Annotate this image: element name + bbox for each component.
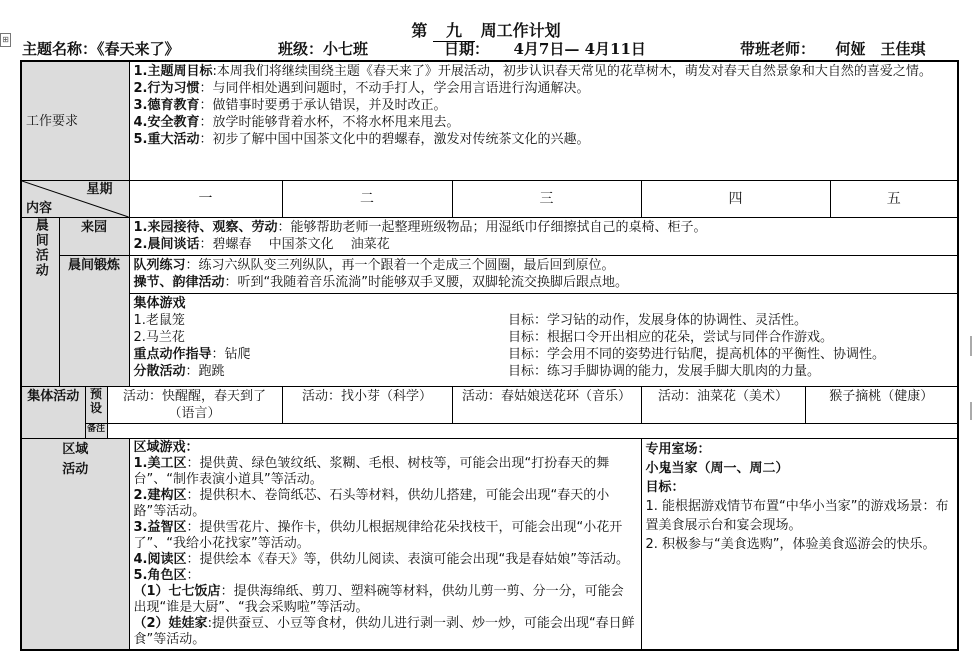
class-label: 班级： xyxy=(278,40,324,58)
collective-fri: 猴子摘桃（健康） xyxy=(805,387,958,424)
class-field xyxy=(278,38,368,59)
group-activity: 分散活动：跑跳 目标：练习手脚协调的能力，发展手脚大肌肉的力量。 xyxy=(133,364,821,379)
date-field xyxy=(444,38,646,59)
weekday-thu: 四 xyxy=(641,181,830,218)
note-label-cell xyxy=(85,424,107,439)
exercise-label: 晨间锻炼 xyxy=(68,258,121,273)
weekday-tue: 二 xyxy=(282,181,452,218)
preset-label: 预设 xyxy=(89,387,102,415)
note-row xyxy=(21,424,958,439)
date-label: 日期： xyxy=(444,40,490,58)
week-number: 九 xyxy=(433,18,475,42)
games-content: 集体游戏 1.老鼠笼 目标：学习钻的动作，发展身体的协调性、灵活性。 2.马兰花 目标：根据口令开出相应的花朵，尝试与同伴合作游戏。 重点动作指导：钻爬 目标：学会用不同的姿势进行钻爬，提高机体的平衡性、协调性。 分散活动：跑跳 目标：练习手脚协调的能力，发展手脚大肌肉的力量。 xyxy=(129,294,958,387)
weekday-row xyxy=(21,181,958,218)
collective-label-cell xyxy=(21,387,85,439)
arrival-content: 1.来园接待、观察、劳动：能够帮助老师一起整理班级物品；用湿纸巾仔细擦拭自己的桌椅、柜子。 2.晨间谈话：碧螺春 中国茶文化 油菜花 xyxy=(129,218,958,256)
corner-content-label: 内容 xyxy=(26,201,53,216)
requirements-label-cell xyxy=(21,61,129,181)
morning-label: 晨间活动 xyxy=(32,218,48,278)
area-games-content: 区域游戏： 1.美工区：提供黄、绿色皱纹纸、浆糊、毛根、树枝等，可能会出现“打扮春天的舞台”、“制作表演小道具”等活动。 2.建构区：提供积木、卷筒纸芯、石头等材料，供幼儿搭建，可能会出现“春天的小路”等活动。 3.益智区：提供雪花片、操作卡，供幼儿根据规律给花朵找枝干，可能会出现“小花开了”、“我给小花找家”等活动。 4.阅读区：提供绘本《春天》等，供幼儿阅读、表演可能会出现“我是春姑娘”等活动。 5.角色区： （1）七七饭店：提供海绵纸、剪刀、塑料碗等材料，供幼儿剪一剪、分一分，可能会出现“谁是大厨”、“我会采购啦”等活动。 （2）娃娃家:提供蚕豆、小豆等食材，供幼儿进行剥一剥、炒一炒，可能会出现“春日鲜食”等活动。 xyxy=(129,439,641,651)
game-item: 1.老鼠笼 目标：学习钻的动作，发展身体的协调性、灵活性。 xyxy=(133,313,808,328)
arrival-row xyxy=(21,218,958,256)
arrival-label-cell xyxy=(59,218,129,256)
note-content xyxy=(107,424,958,439)
area-label-cell xyxy=(21,439,129,651)
requirements-row xyxy=(21,61,958,181)
requirements-label: 工作要求 xyxy=(26,113,79,129)
theme-label: 主题名称： xyxy=(22,40,98,58)
arrival-label: 来园 xyxy=(81,220,108,235)
collective-tue: 活动：找小芽（科学） xyxy=(282,387,452,424)
collective-thu: 活动：油菜花（美术） xyxy=(641,387,805,424)
note-label: 备注 xyxy=(86,424,105,434)
requirement-item: 4.安全教育：放学时能够背着水杯，不将水杯甩来甩去。 xyxy=(133,115,460,130)
game-item: 2.马兰花 目标：根据口令开出相应的花朵，尝试与同伴合作游戏。 xyxy=(133,330,834,345)
area-label: 区域活动 xyxy=(62,442,89,477)
weekday-wed: 三 xyxy=(452,181,641,218)
requirement-item: 1.主题周目标:本周我们将继续围绕主题《春天来了》开展活动，初步认识春天常见的花草树木，萌发对春天自然景象和大自然的喜爱之情。 xyxy=(133,64,932,79)
requirements-content xyxy=(129,61,958,181)
weekday-corner-cell xyxy=(21,181,129,218)
table-anchor-icon[interactable]: ⊞ xyxy=(0,33,11,47)
teacher-label: 带班老师： xyxy=(740,40,816,58)
key-action: 重点动作指导：钻爬 目标：学会用不同的姿势进行钻爬，提高机体的平衡性、协调性。 xyxy=(133,347,886,362)
requirement-item: 3.德育教育：做错事时要勇于承认错误，并及时改正。 xyxy=(133,98,447,113)
title-prefix: 第 xyxy=(411,21,428,40)
weekday-mon: 一 xyxy=(129,181,282,218)
drill-content: 队列练习：练习六纵队变三列纵队，再一个跟着一个走成三个圆圈，最后回到原位。 操节、韵律活动：听到“我随着音乐流淌”时能够双手叉腰，双脚轮流交换脚后跟点地。 xyxy=(129,256,958,294)
class-value: 小七班 xyxy=(323,40,369,58)
weekly-plan-table xyxy=(20,60,959,651)
exercise-row xyxy=(21,256,958,294)
collective-wed: 活动：春姑娘送花环（音乐） xyxy=(452,387,641,424)
collective-label: 集体活动 xyxy=(27,389,80,404)
special-room-content: 专用室场： 小鬼当家（周一、周二） 目标： 1. 能根据游戏情节布置“中华小当家”的游戏场景：布置美食展示台和宴会现场。 2. 积极参与“美食选购”，体验美食巡游会的快乐。 xyxy=(641,439,958,651)
weekday-fri: 五 xyxy=(830,181,958,218)
theme-field xyxy=(22,38,180,59)
date-value: 4月7日— 4月11日 xyxy=(513,40,646,58)
area-row xyxy=(21,439,958,651)
requirement-item: 5.重大活动：初步了解中国中国茶文化中的碧螺春，激发对传统茶文化的兴趣。 xyxy=(133,132,590,147)
exercise-label-cell xyxy=(59,256,129,387)
morning-label-cell xyxy=(21,218,59,387)
teacher-field xyxy=(740,38,926,59)
games-row xyxy=(21,294,958,387)
collective-row xyxy=(21,387,958,424)
preset-label-cell xyxy=(85,387,107,424)
title-suffix: 周工作计划 xyxy=(480,21,561,40)
theme-value: 《春天来了》 xyxy=(97,40,180,58)
corner-weekday-label: 星期 xyxy=(86,182,113,197)
collective-mon: 活动：快醒醒，春天到了（语言） xyxy=(107,387,282,424)
teacher-names: 何娅 王佳琪 xyxy=(835,40,926,58)
requirement-item: 2.行为习惯：与同伴相处遇到问题时，不动手打人，学会用言语进行沟通解决。 xyxy=(133,81,590,96)
